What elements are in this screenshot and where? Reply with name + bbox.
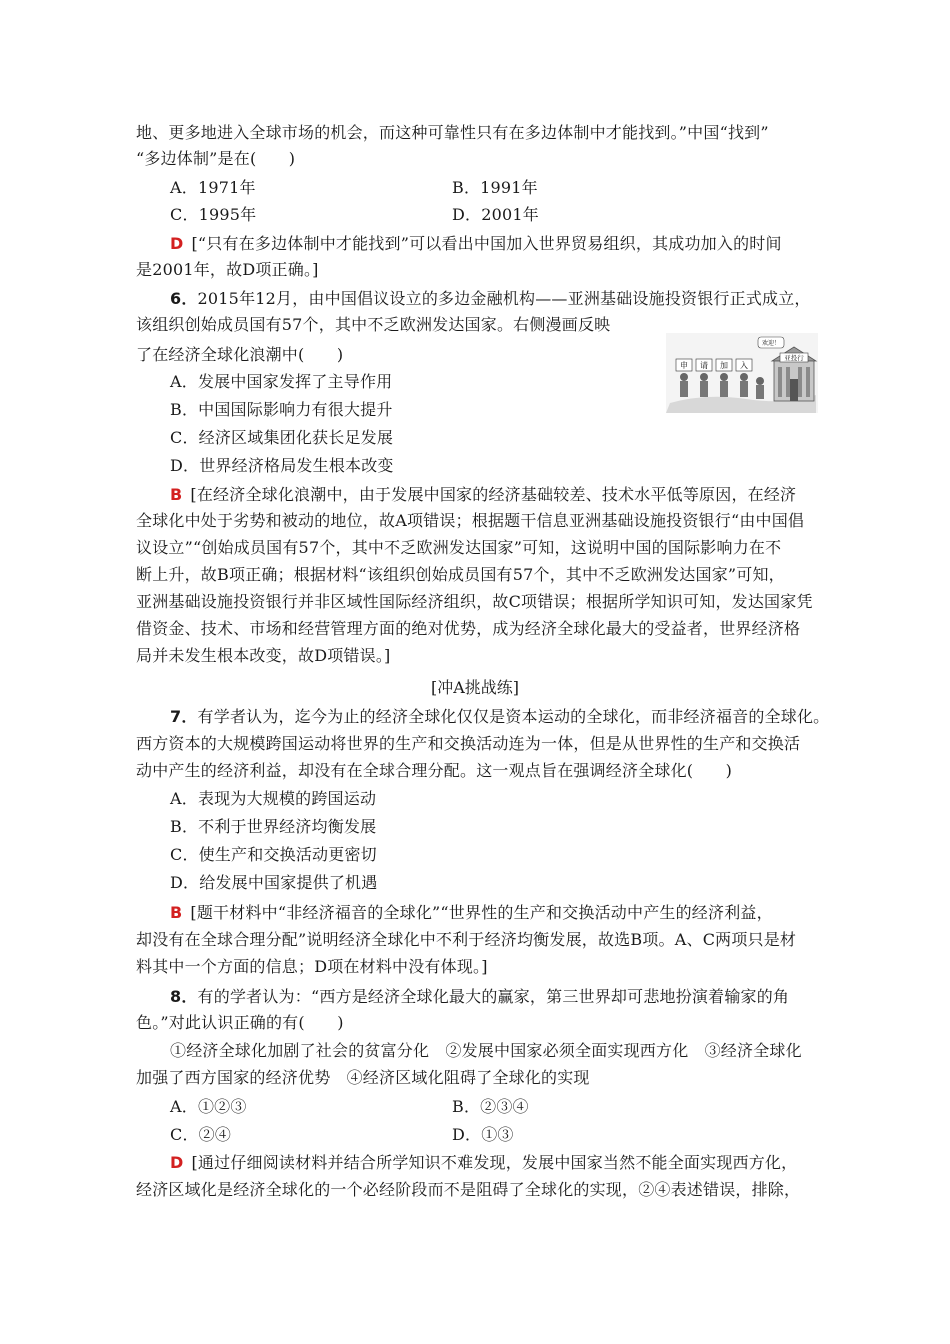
- q7-option-a: A．表现为大规模的跨国运动: [170, 789, 377, 808]
- section-title: [冲A挑战练]: [430, 678, 520, 697]
- placard-1-text: 申: [680, 361, 688, 370]
- q5-option-b: B．1991年: [452, 178, 538, 197]
- q7-explanation-line-2: 却没有在全球合理分配”说明经济全球化中不利于经济均衡发展，故选B项。A、C两项只是材: [136, 930, 797, 949]
- q7-stem-line-1: 7．有学者认为，迄今为止的经济全球化仅仅是资本运动的全球化，而非经济福音的全球化。: [170, 707, 830, 726]
- q7-option-b: B．不利于世界经济均衡发展: [170, 817, 377, 836]
- q6-answer: B: [170, 485, 183, 504]
- q7-explanation-line-3: 料其中一个方面的信息；D项在材料中没有体现。]: [136, 957, 488, 976]
- placard-4-text: 入: [740, 361, 748, 370]
- q5-stem-line-2: “多边体制”是在( ): [136, 149, 296, 168]
- q6-stem-line-2: 该组织创始成员国有57个，其中不乏欧洲发达国家。右侧漫画反映: [136, 315, 611, 334]
- q5-option-d: D．2001年: [452, 205, 539, 224]
- q6-option-c: C．经济区域集团化获长足发展: [170, 428, 394, 447]
- q8-explanation-line-1: D [通过仔细阅读材料并结合所学知识不难发现，发展中国家当然不能全面实现西方化，: [170, 1153, 798, 1172]
- q6-option-a: A．发展中国家发挥了主导作用: [170, 372, 393, 391]
- q7-stem-line-2: 西方资本的大规模跨国运动将世界的生产和交换活动连为一体，但是从世界性的生产和交换活: [136, 734, 801, 753]
- q6-option-b: B．中国国际影响力有很大提升: [170, 400, 393, 419]
- q6-explanation-line-1: B [在经济全球化浪潮中，由于发展中国家的经济基础较差、技术水平低等原因，在经济: [170, 485, 797, 504]
- q6-option-d: D．世界经济格局发生根本改变: [170, 456, 394, 475]
- q7-option-c: C．使生产和交换活动更密切: [170, 845, 377, 864]
- q6-explanation-line-5: 亚洲基础设施投资银行并非区域性国际经济组织，故C项错误；根据所学知识可知，发达国家凭: [136, 592, 813, 611]
- q8-items-line-1: ①经济全球化加剧了社会的贫富分化 ②发展中国家必须全面实现西方化 ③经济全球化: [170, 1041, 802, 1060]
- q7-option-d: D．给发展中国家提供了机遇: [170, 873, 378, 892]
- q6-stem-line-1: 6．2015年12月，由中国倡议设立的多边金融机构——亚洲基础设施投资银行正式成立，: [170, 289, 811, 308]
- q8-number: 8．: [170, 987, 198, 1006]
- q6-explanation-line-3: 议设立”“创始成员国有57个，其中不乏欧洲发达国家”可知，这说明中国的国际影响力在不: [136, 538, 782, 557]
- q6-number: 6．: [170, 289, 198, 308]
- q6-explanation-line-4: 断上升，故B项正确；根据材料“该组织创始成员国有57个，其中不乏欧洲发达国家”可知，: [136, 565, 785, 584]
- q7-number: 7．: [170, 707, 198, 726]
- placard-2-text: 请: [700, 361, 708, 370]
- q8-option-a: A．①②③: [170, 1097, 247, 1116]
- welcome-text: 欢迎！: [761, 340, 781, 347]
- q8-answer: D: [170, 1153, 184, 1172]
- q8-option-d: D．①③: [452, 1125, 514, 1144]
- q5-explanation-line-1: D [“只有在多边体制中才能找到”可以看出中国加入世界贸易组织，其成功加入的时间: [170, 234, 782, 253]
- q8-option-c: C．②④: [170, 1125, 232, 1144]
- q7-stem-line-3: 动中产生的经济利益，却没有在全球合理分配。这一观点旨在强调经济全球化( ): [136, 761, 733, 780]
- q6-explanation-line-2: 全球化中处于劣势和被动的地位，故A项错误；根据题干信息亚洲基础设施投资银行“由中国倡: [136, 511, 805, 530]
- q5-option-a: A．1971年: [170, 178, 256, 197]
- q5-explanation-line-2: 是2001年，故D项正确。]: [136, 260, 319, 279]
- q7-explanation-line-1: B [题干材料中“非经济福音的全球化”“世界性的生产和交换活动中产生的经济利益，: [170, 903, 773, 922]
- q8-explanation-line-2: 经济区域化是经济全球化的一个必经阶段而不是阻碍了全球化的实现，②④表述错误，排除，: [136, 1180, 801, 1199]
- q6-explanation-line-6: 借资金、技术、市场和经营管理方面的绝对优势，成为经济全球化最大的受益者，世界经济格: [136, 619, 801, 638]
- placard-3-text: 加: [720, 361, 728, 370]
- bank-sign-text: 亚投行: [784, 354, 804, 362]
- aiib-cartoon-image: [666, 333, 818, 413]
- q6-stem-line-3: 了在经济全球化浪潮中( ): [136, 345, 344, 364]
- q5-option-c: C．1995年: [170, 205, 257, 224]
- q5-answer: D: [170, 234, 184, 253]
- q7-answer: B: [170, 903, 183, 922]
- q8-stem-line-2: 色。”对此认识正确的有( ): [136, 1013, 344, 1032]
- q8-option-b: B．②③④: [452, 1097, 529, 1116]
- q6-explanation-line-7: 局并未发生根本改变，故D项错误。]: [136, 646, 391, 665]
- q5-stem-line-1: 地、更多地进入全球市场的机会，而这种可靠性只有在多边体制中才能找到。”中国“找到”: [136, 123, 769, 142]
- q8-items-line-2: 加强了西方国家的经济优势 ④经济区域化阻碍了全球化的实现: [136, 1068, 590, 1087]
- q8-stem-line-1: 8．有的学者认为：“西方是经济全球化最大的赢家，第三世界却可悲地扮演着输家的角: [170, 987, 790, 1006]
